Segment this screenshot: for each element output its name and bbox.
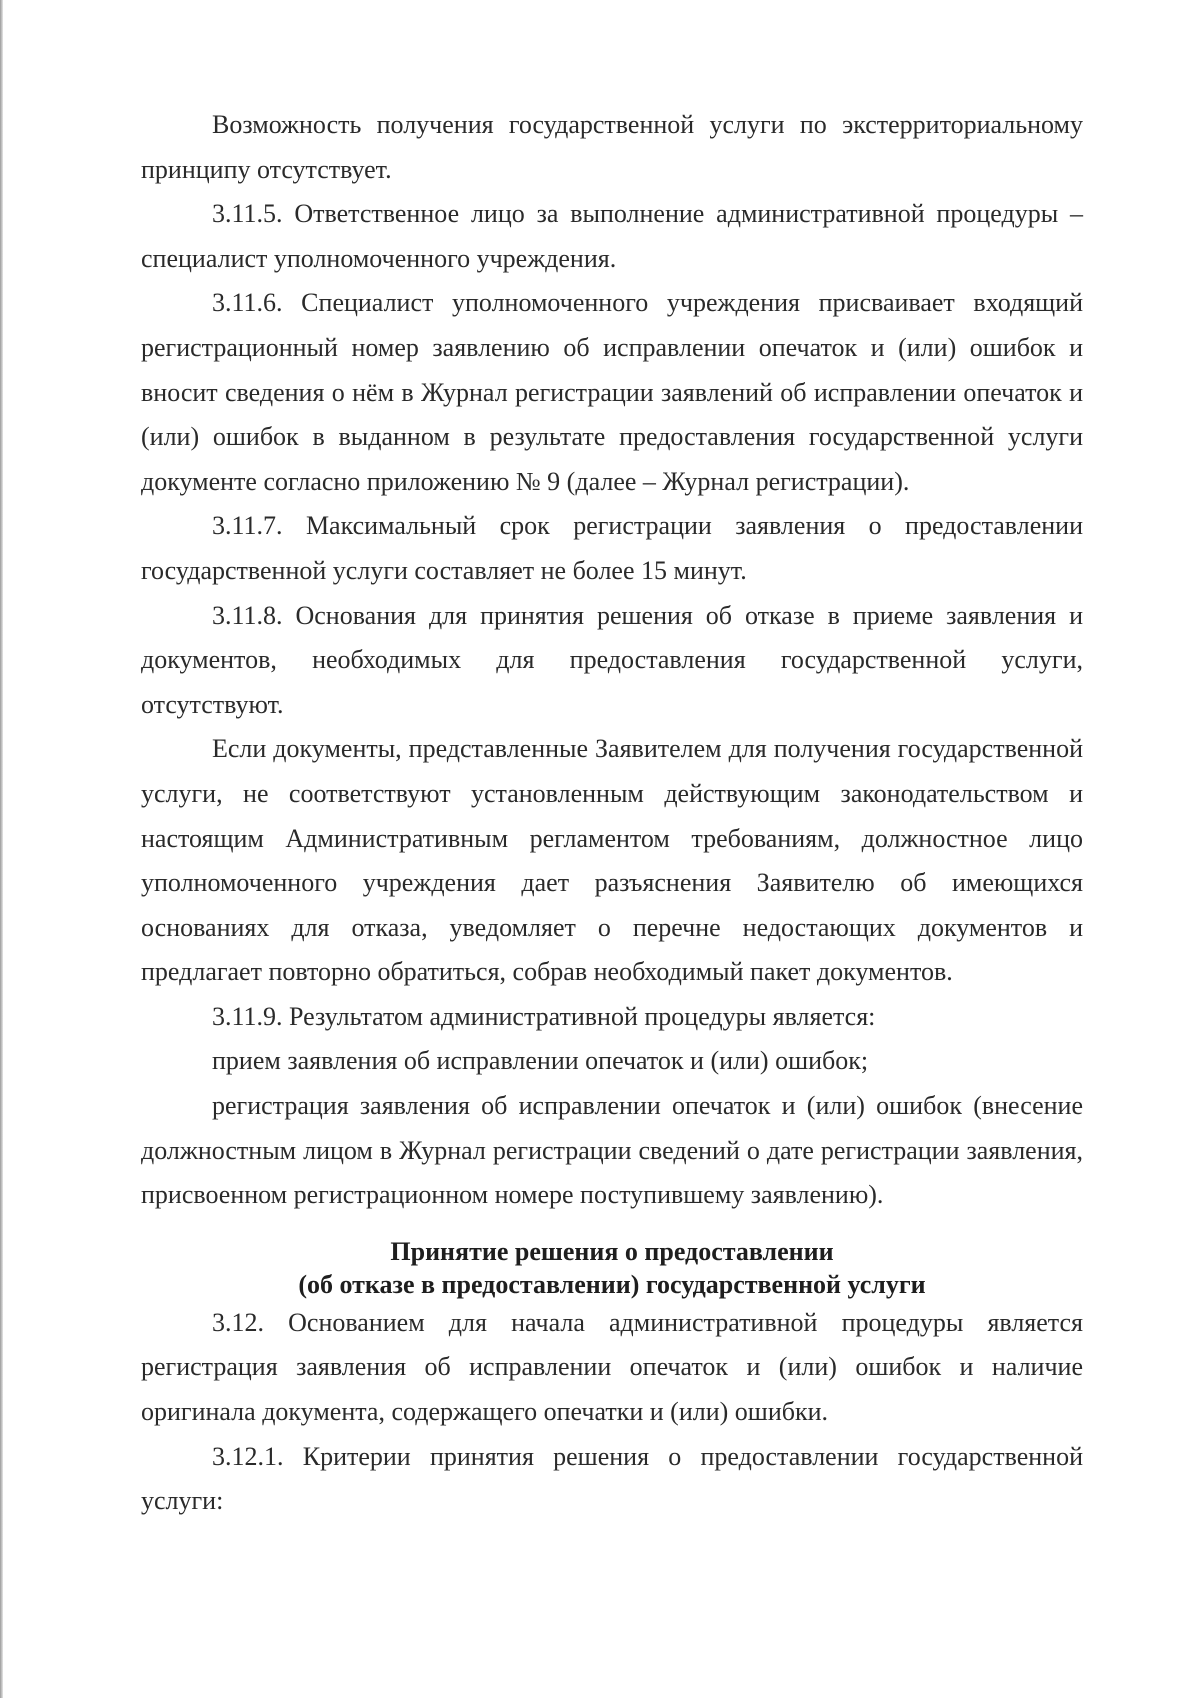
paragraph-3-11-8: 3.11.8. Основания для принятия решения об отказе в приеме заявления и документов, необходимых для предоставления государственной услуги, отсутствуют. xyxy=(141,600,1083,719)
section-heading-line-1: Принятие решения о предоставлении xyxy=(390,1236,834,1266)
paragraph-3-12-1: 3.12.1. Критерии принятия решения о предоставлении государственной услуги: xyxy=(141,1441,1083,1516)
paragraph-result-reception: прием заявления об исправлении опечаток и (или) ошибок; xyxy=(212,1046,869,1076)
document-body xyxy=(141,103,1083,1524)
section-heading xyxy=(141,1235,1083,1301)
scan-edge xyxy=(0,0,3,1698)
paragraph-result-registration: регистрация заявления об исправлении опечаток и (или) ошибок (внесение должностным лицом в Журнал регистрации сведений о дате регистрации заявления, присвоенном регистрационном номере поступившему заявлению). xyxy=(141,1091,1083,1210)
paragraph-documents-noncompliance: Если документы, представленные Заявителем для получения государственной услуги, не соответствуют установленным действующим законодательством и настоящим Административным регламентом требованиям, должностное лицо уполномоченного учреждения дает разъяснения Заявителю об имеющихся основаниях для отказа, уведомляет о перечне недостающих документов и предлагает повторно обратиться, собрав необходимый пакет документов. xyxy=(141,734,1083,987)
paragraph-3-11-5: 3.11.5. Ответственное лицо за выполнение административной процедуры – специалист уполномоченного учреждения. xyxy=(141,199,1083,273)
paragraph-3-11-6: 3.11.6. Специалист уполномоченного учреждения присваивает входящий регистрационный номер заявлению об исправлении опечаток и (или) ошибок и вносит сведения о нём в Журнал регистрации заявлений об исправлении опечаток и (или) ошибок в выданном в результате предоставления государственной услуги документе согласно приложению № 9 (далее – Журнал регистрации). xyxy=(141,288,1083,496)
paragraph-3-11-7: 3.11.7. Максимальный срок регистрации заявления о предоставлении государственной услуги составляет не более 15 минут. xyxy=(141,511,1083,585)
paragraph-3-11-9: 3.11.9. Результатом административной процедуры является: xyxy=(212,1001,876,1031)
paragraph-extraterritorial: Возможность получения государственной услуги по экстерриториальному принципу отсутствует. xyxy=(141,110,1083,184)
section-heading-line-2: (об отказе в предоставлении) государственной услуги xyxy=(298,1269,926,1299)
paragraph-3-12: 3.12. Основанием для начала административной процедуры является регистрация заявления об исправлении опечаток и (или) ошибок и наличие оригинала документа, содержащего опечатки и (или) ошибки. xyxy=(141,1307,1083,1427)
